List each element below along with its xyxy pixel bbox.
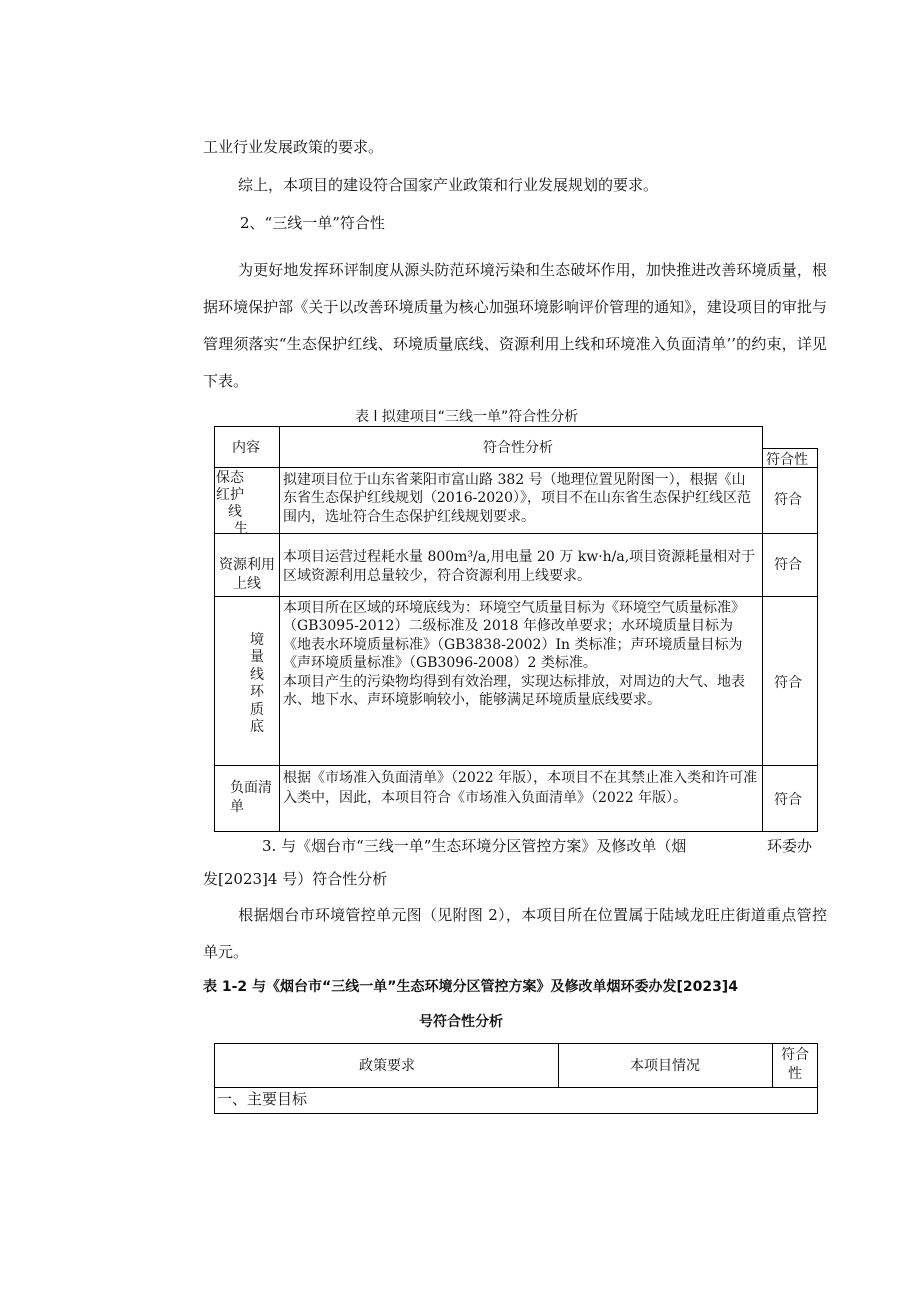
- table-1-header-analysis: 符合性分析: [483, 440, 553, 456]
- section-3-heading-line-1: 3. 与《烟台市“三线一单”生态环境分区管控方案》及修改单（烟: [262, 837, 687, 855]
- table-2-header-project: 本项目情况: [630, 1058, 700, 1074]
- section-3-heading-line-2: 发[2023]4 号）符合性分析: [203, 870, 388, 888]
- table-1-row-3-analysis: 本项目所在区域的环境底线为：环境空气质量目标为《环境空气质量标准》（GB3095-2012）二级标准及 2018 年修改单要求；水环境质量目标为《地表水环境质量标准》（GB3838-2002）In 类标准；声环境质量目标为《声环境质量标准》（GB3096-2008）2 类标准。 本项目产生的污染物均得到有效治理，实现达标排放，对周边的大气、地表水、地下水、声环境影响较小，能够满足环境质量底线要求。: [283, 600, 745, 709]
- table-1-header-result: 符合性: [766, 452, 808, 468]
- section-2-heading: 2、“三线一单”符合性: [240, 214, 385, 232]
- table-1-row-2-analysis: 本项目运营过程耗水量 800m³/a,用电量 20 万 kw·h/a,项目资源耗量相对于区域资源利用总量较少，符合资源利用上线要求。: [283, 549, 756, 584]
- intro-line-1: 工业行业发展政策的要求。: [203, 138, 384, 156]
- table-1-row-4-label: 负面清 单: [230, 780, 272, 815]
- table-1-row-1-analysis: 拟建项目位于山东省莱阳市富山路 382 号（地理位置见附图一），根据《山东省生态保护红线规划（2016-2020）》，项目不在山东省生态保护红线区范围内，选址符合生态保护红线规划要求。: [283, 472, 751, 525]
- table-1-row-2-result: 符合: [774, 557, 802, 573]
- table-1-caption: 表 l 拟建项目“三线一单”符合性分析: [355, 409, 579, 425]
- table-1-row-4-result: 符合: [774, 792, 802, 808]
- table-2-caption-line-2: 号符合性分析: [419, 1014, 503, 1030]
- section-3-paragraph: 根据烟台市环境管控单元图（见附图 2），本项目所在位置属于陆域龙旺庄街道重点管控单元。: [203, 906, 827, 961]
- table-1-row-4-analysis: 根据《市场准入负面清单》（2022 年版），本项目不在其禁止准入类和许可准入类中，因此，本项目符合《市场准入负面清单》（2022 年版）。: [283, 770, 758, 806]
- table-2-header-policy: 政策要求: [359, 1058, 415, 1074]
- table-2-row-main-goals: 一、主要目标: [217, 1090, 308, 1108]
- table-1-header-content: 内容: [232, 440, 260, 456]
- table-1-row-1-label: 保态 红护 线 生: [216, 470, 248, 537]
- table-1-row-2-label: 资源利用 上线: [219, 557, 275, 592]
- intro-line-2: 综上，本项目的建设符合国家产业政策和行业发展规划的要求。: [238, 176, 659, 194]
- table-1-row-3-label: 境量线环质底: [250, 632, 264, 736]
- table-1-row-3-result: 符合: [774, 675, 802, 691]
- table-2-caption-line-1: 表 1-2 与《烟台市“三线一单”生态环境分区管控方案》及修改单烟环委办发[2023]4: [203, 979, 738, 995]
- table-2-header-result: 符合 性: [781, 1047, 809, 1082]
- section-3-heading-line-1-tail: 环委办: [767, 837, 813, 855]
- table-1-row-1-result: 符合: [774, 492, 802, 508]
- section-2-paragraph: 为更好地发挥环评制度从源头防范环境污染和生态破坏作用，加快推进改善环境质量，根据环境保护部《关于以改善环境质量为核心加强环境影响评价管理的通知》，建设项目的审批与管理须落实“生态保护红线、环境质量底线、资源利用上线和环境准入负面清单’’的约束，详见下表。: [203, 261, 827, 390]
